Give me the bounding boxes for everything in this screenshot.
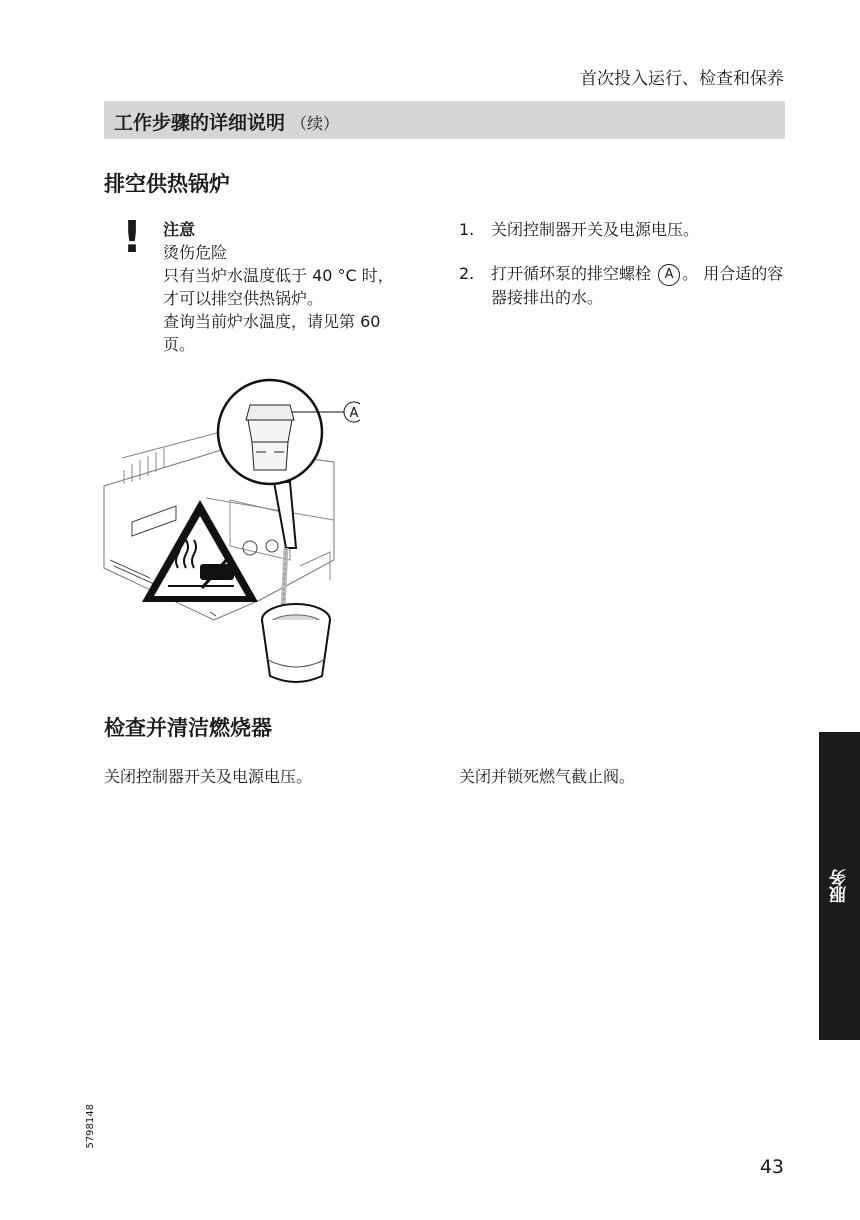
heading-check-burner: 检查并清洁燃烧器: [104, 716, 272, 740]
step-text-after: 。 用合适的容器接排出的水。: [491, 264, 784, 307]
step-number: 2.: [459, 264, 475, 283]
callout-a-text: A: [349, 406, 359, 421]
check-left-text: 关闭控制器开关及电源电压。: [104, 767, 313, 786]
marker-a-icon: A: [658, 264, 680, 286]
step-text-before: 打开循环泵的排空螺栓: [491, 264, 652, 283]
step-text: 关闭控制器开关及电源电压。: [491, 220, 700, 239]
page-number: 43: [759, 1156, 784, 1178]
drain-steps-list: [459, 218, 789, 330]
heading-drain-boiler: 排空供热锅炉: [104, 172, 230, 196]
list-item: [459, 262, 789, 309]
side-tab-label: [819, 732, 860, 1040]
caution-line: 查询当前炉水温度，请见第 60: [163, 312, 381, 331]
section-title-text: 工作步骤的详细说明: [114, 112, 286, 134]
caution-notice: [163, 218, 423, 356]
document-number-text: 5798148: [84, 1103, 96, 1149]
caution-line: 才可以排空供热锅炉。: [163, 289, 324, 308]
magnified-drain-view: [218, 380, 344, 548]
side-tab-text: 服务: [830, 869, 850, 903]
step-text: [491, 262, 789, 309]
bucket-icon: [262, 604, 330, 682]
caution-line: 烫伤危险: [163, 243, 228, 262]
exclamation-icon: !: [122, 212, 143, 263]
callout-label-a: [344, 402, 360, 422]
caution-line: 只有当炉水温度低于 40 °C 时，: [163, 266, 394, 285]
step-number: 1.: [459, 220, 475, 239]
document-number: [80, 1104, 100, 1148]
list-item: [459, 218, 789, 241]
caution-title: 注意: [163, 220, 196, 239]
hot-surface-warning-icon: [142, 500, 258, 602]
section-title: [114, 108, 339, 135]
caution-line: 页。: [163, 335, 196, 354]
check-right-text: 关闭并锁死燃气截止阀。: [459, 767, 636, 786]
chapter-title: 首次投入运行、检查和保养: [580, 69, 784, 89]
drain-illustration: [100, 375, 360, 690]
section-continued: （续）: [291, 114, 340, 133]
